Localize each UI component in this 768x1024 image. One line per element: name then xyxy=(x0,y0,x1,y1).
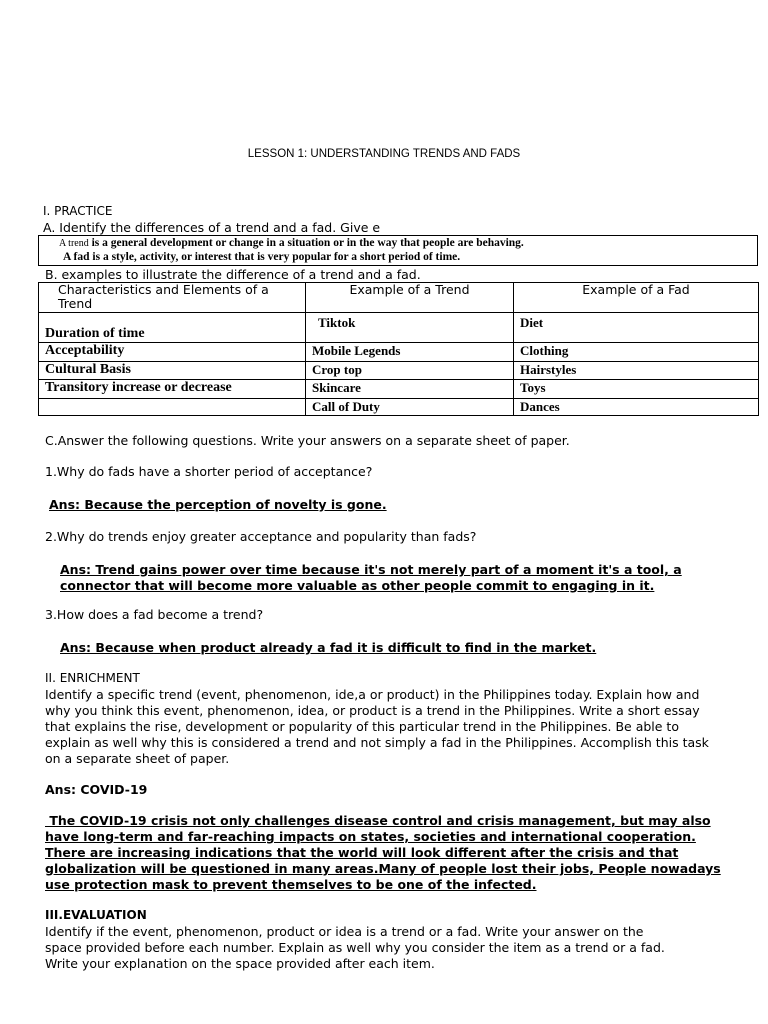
table-header-cell: Characteristics and Elements of a Trend xyxy=(39,283,306,313)
evaluation-heading: III.EVALUATION xyxy=(45,908,147,922)
answer-3: Ans: Because when product already a fad it is difficult to find in the market. xyxy=(60,640,597,655)
essay-line: have long-term and far-reaching impacts on states, societies and international cooperation. xyxy=(45,829,696,844)
answer-2-line-1: Ans: Trend gains power over time because it's not merely part of a moment it's a tool, a xyxy=(60,562,682,577)
table-row xyxy=(39,343,759,362)
table-cell: Skincare xyxy=(306,380,514,399)
enrichment-line: why you think this event, phenomenon, idea, or product is a trend in the Philippines. Write a short essay xyxy=(45,703,700,718)
answer-2-line-2: connector that will become more valuable as other people commit to engaging in it. xyxy=(60,578,655,593)
table-header-row xyxy=(39,283,759,313)
essay-line: use protection mask to prevent themselves to be one of the infected. xyxy=(45,877,537,892)
evaluation-line: Write your explanation on the space provided after each item. xyxy=(45,956,435,971)
evaluation-line: Identify if the event, phenomenon, product or idea is a trend or a fad. Write your answer on the xyxy=(45,924,644,939)
essay-line: The COVID-19 crisis not only challenges disease control and crisis management, but may also xyxy=(45,813,711,828)
table-cell: Toys xyxy=(514,380,759,399)
enrichment-line: on a separate sheet of paper. xyxy=(45,751,230,766)
table-cell: Acceptability xyxy=(39,343,306,362)
table-header-cell: Example of a Fad xyxy=(514,283,759,313)
table-header-cell: Example of a Trend xyxy=(306,283,514,313)
table-cell: Duration of time xyxy=(39,313,306,343)
table-cell: Clothing xyxy=(514,343,759,362)
table-cell: Dances xyxy=(514,399,759,416)
instruction-a: A. Identify the differences of a trend and a fad. Give e xyxy=(43,220,381,235)
evaluation-line: space provided before each number. Explain as well why you consider the item as a trend or a fad. xyxy=(45,940,665,955)
enrichment-line: explain as well why this is considered a trend and not simply a fad in the Philippines. Accomplish this task xyxy=(45,735,709,750)
table-cell xyxy=(39,399,306,416)
trend-definition xyxy=(59,237,524,249)
practice-heading: I. PRACTICE xyxy=(43,204,113,218)
enrichment-heading: II. ENRICHMENT xyxy=(45,671,140,685)
instruction-b: B. examples to illustrate the difference of a trend and a fad. xyxy=(45,267,421,282)
trend-fad-table xyxy=(38,282,759,416)
enrichment-line: Identify a specific trend (event, phenomenon, ide,a or product) in the Philippines today. Explain how and xyxy=(45,687,700,702)
table-cell: Crop top xyxy=(306,362,514,380)
table-cell: Tiktok xyxy=(306,313,514,343)
fad-definition: A fad is a style, activity, or interest that is very popular for a short period of time. xyxy=(63,251,461,263)
table-cell: Transitory increase or decrease xyxy=(39,380,306,399)
table-cell: Cultural Basis xyxy=(39,362,306,380)
question-3: 3.How does a fad become a trend? xyxy=(45,607,264,622)
table-row xyxy=(39,313,759,343)
table-row xyxy=(39,380,759,399)
essay-line: globalization will be questioned in many areas.Many of people lost their jobs, People nowadays xyxy=(45,861,721,876)
question-1: 1.Why do fads have a shorter period of acceptance? xyxy=(45,464,373,479)
enrichment-answer-label: Ans: COVID-19 xyxy=(45,782,148,797)
table-cell: Mobile Legends xyxy=(306,343,514,362)
trend-definition-prefix: A trend xyxy=(59,238,89,249)
table-cell: Hairstyles xyxy=(514,362,759,380)
table-cell: Call of Duty xyxy=(306,399,514,416)
enrichment-line: that explains the rise, development or popularity of this particular trend in the Philippines. Be able to xyxy=(45,719,679,734)
essay-line: There are increasing indications that the world will look different after the crisis and that xyxy=(45,845,679,860)
answer-1: Ans: Because the perception of novelty is gone. xyxy=(49,497,387,512)
definition-box xyxy=(38,235,758,266)
instruction-c: C.Answer the following questions. Write your answers on a separate sheet of paper. xyxy=(45,433,570,448)
trend-definition-text: is a general development or change in a situation or in the way that people are behaving. xyxy=(88,237,524,249)
page-title: LESSON 1: UNDERSTANDING TRENDS AND FADS xyxy=(247,148,521,160)
table-cell: Diet xyxy=(514,313,759,343)
table-row xyxy=(39,399,759,416)
table-row xyxy=(39,362,759,380)
question-2: 2.Why do trends enjoy greater acceptance and popularity than fads? xyxy=(45,529,477,544)
